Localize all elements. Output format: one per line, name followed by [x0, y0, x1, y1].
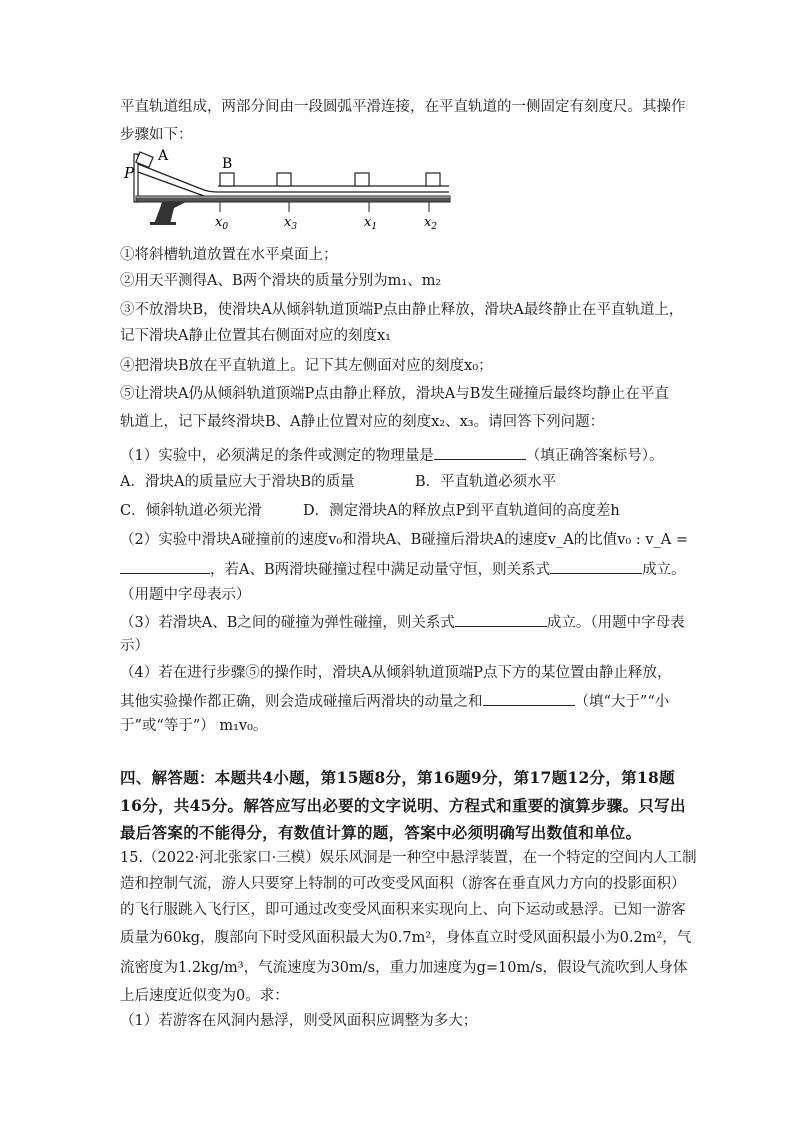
- step-5-line-1: ⑤让滑块A仍从倾斜轨道顶端P点由静止释放，滑块A与B发生碰撞后最终均静止在平直: [120, 386, 669, 402]
- q1-option-d: D．测定滑块A的释放点P到平直轨道间的高度差h: [303, 503, 620, 519]
- section4-line-2: 16分，共45分。解答应写出必要的文字说明、方程式和重要的演算步骤。只写出: [120, 796, 686, 815]
- q4-line-3: 于”或“等于”） m₁v₀。: [120, 718, 268, 734]
- q2-line-2-b: ，若A、B两滑块碰撞过程中满足动量守恒，则关系式: [210, 562, 551, 578]
- q1-stem-b: （填正确答案标号）。: [525, 448, 664, 464]
- q1-option-c: C．倾斜轨道必须光滑: [120, 503, 262, 519]
- step-3-line-1: ③不放滑块B，使滑块A从倾斜轨道顶端P点由静止释放，滑块A最终静止在平直轨道上，: [120, 302, 684, 318]
- label-b: B: [222, 156, 233, 172]
- q15-line-2: 造和控制气流，游人只要穿上特制的可改变受风面积（游客在垂直风力方向的投影面积）: [120, 876, 686, 892]
- q1-option-a: A．滑块A的质量应大于滑块B的质量: [120, 474, 355, 490]
- q1-answer-blank[interactable]: [434, 443, 526, 460]
- q4-line-2: [120, 689, 669, 713]
- step-1: ①将斜槽轨道放置在水平桌面上；: [120, 247, 338, 263]
- q1-option-b: B．平直轨道必须水平: [415, 474, 557, 490]
- q4-line-2-a: 其他实验操作都正确，则会造成碰撞后两滑块的动量之和: [120, 694, 483, 710]
- label-p: P: [124, 164, 135, 182]
- section4-line-3: 最后答案的不能得分，有数值计算的题，答案中必须明确写出数值和单位。: [120, 823, 642, 842]
- q3-line-1-a: （3）若滑块A、B之间的碰撞为弹性碰撞，则关系式: [120, 615, 455, 631]
- q1-stem: [120, 443, 663, 467]
- q3-line-1: [120, 610, 685, 634]
- apparatus-figure: [112, 142, 457, 234]
- q15-sub-1: （1）若游客在风洞内悬浮，则受风面积应调整为多大；: [120, 1013, 478, 1029]
- q15-line-6: 上后速度近似变为0。求：: [120, 988, 289, 1004]
- q2-line-2: [120, 557, 686, 581]
- step-2: ②用天平测得A、B两个滑块的质量分别为m₁、m₂: [120, 273, 442, 289]
- tick-x0: $x_0$: [215, 215, 229, 232]
- tick-x3: $x_3$: [284, 215, 298, 232]
- incline-bottom: [138, 172, 204, 196]
- tick-x2: $x_2$: [424, 215, 438, 232]
- incline-top: [138, 164, 204, 190]
- stand: [154, 202, 186, 224]
- step-3-line-2: 记下滑块A静止位置其右侧面对应的刻度x₁: [120, 328, 391, 344]
- slider-b: [220, 173, 234, 186]
- step-4: ④把滑块B放在平直轨道上。记下其左侧面对应的刻度x₀；: [120, 358, 493, 374]
- q3-line-2: 示）: [120, 638, 149, 654]
- step-5-line-2: 轨道上，记下最终滑块B、A静止位置对应的刻度x₂、x₃。请回答下列问题：: [120, 414, 605, 430]
- q4-line-2-b: （填“大于”“小: [574, 694, 670, 710]
- q15-line-4: 质量为60kg，腹部向下时受风面积最大为0.7m²，身体直立时受风面积最小为0.2m²，气: [120, 930, 692, 946]
- q4-line-1: （4）若在进行步骤⑤的操作时，滑块A从倾斜轨道顶端P点下方的某位置由静止释放，: [120, 665, 672, 681]
- slider-x1: [355, 173, 369, 186]
- q2-line-3: （用题中字母表示）: [120, 587, 251, 603]
- q3-line-1-b: 成立。（用题中字母表: [546, 615, 685, 631]
- section4-line-1: 四、解答题：本题共4小题，第15题8分，第16题9分，第17题12分，第18题: [120, 768, 675, 787]
- slider-x2: [426, 173, 440, 186]
- label-a: A: [158, 148, 169, 164]
- q2-line-2-c: 成立。: [642, 562, 686, 578]
- q15-line-5: 流密度为1.2kg/m³，气流速度为30m/s，重力加速度为g=10m/s，假设气流吹到人身体: [120, 960, 688, 976]
- q4-answer-blank[interactable]: [483, 689, 575, 706]
- q1-stem-a: （1）实验中，必须满足的条件或测定的物理量是: [120, 448, 434, 464]
- q2-line-1: （2）实验中滑块A碰撞前的速度v₀和滑块A、B碰撞后滑块A的速度v_A的比值v₀ : v_A =: [120, 532, 688, 548]
- slider-x3: [277, 173, 291, 186]
- q15-line-1: 15.（2022·河北张家口·三模）娱乐风洞是一种空中悬浮装置，在一个特定的空间内人工制: [120, 850, 697, 866]
- q3-relation-blank[interactable]: [455, 610, 547, 627]
- intro-line-1: 平直轨道组成，两部分间由一段圆弧平滑连接，在平直轨道的一侧固定有刻度尺。其操作: [120, 99, 686, 115]
- q2-relation-blank[interactable]: [550, 557, 642, 574]
- tick-x1: $x_1$: [364, 215, 378, 232]
- intro-line-2: 步骤如下：: [120, 127, 193, 143]
- q15-line-3: 的飞行服跳入飞行区，即可通过改变受风面积来实现向上、向下运动或悬浮。已知一游客: [120, 902, 686, 918]
- q2-ratio-blank[interactable]: [120, 557, 210, 574]
